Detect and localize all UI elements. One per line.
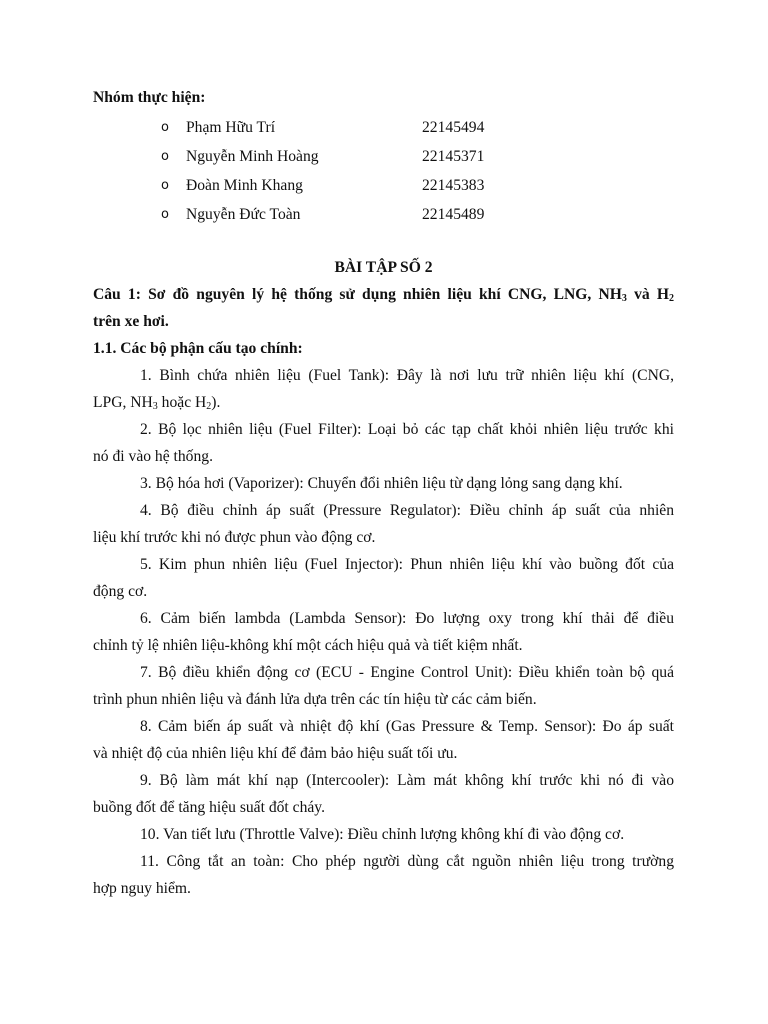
list-item [93, 113, 674, 142]
member-name: Đoàn Minh Khang [186, 177, 303, 194]
member-id: 22145371 [422, 148, 485, 165]
component-item-8: 8. Cảm biến áp suất và nhiệt độ khí (Gas Pressure & Temp. Sensor): Đo áp suất và nhiệt độ của nhiên liệu khí để đảm bảo hiệu suất tối ưu. [93, 718, 674, 762]
list-item [93, 142, 674, 171]
component-item-5: 5. Kim phun nhiên liệu (Fuel Injector): Phun nhiên liệu khí vào buồng đốt của động cơ. [93, 556, 674, 600]
component-item-4: 4. Bộ điều chỉnh áp suất (Pressure Regulator): Điều chỉnh áp suất của nhiên liệu khí trước khi nó được phun vào động cơ. [93, 502, 674, 546]
document-page [93, 84, 674, 902]
member-id: 22145494 [422, 119, 485, 136]
section-heading: 1.1. Các bộ phận cấu tạo chính: [93, 340, 303, 357]
component-item-11: 11. Công tắt an toàn: Cho phép người dùng cắt nguồn nhiên liệu trong trường hợp nguy hiểm. [93, 853, 674, 897]
member-name: Nguyễn Đức Toàn [186, 206, 301, 223]
bullet-icon: o [161, 207, 169, 222]
question-heading: Câu 1: Sơ đồ nguyên lý hệ thống sử dụng nhiên liệu khí CNG, LNG, $NH_3$ và $H_2$ trên xe hơi. [93, 286, 674, 330]
component-item-2: 2. Bộ lọc nhiên liệu (Fuel Filter): Loại bỏ các tạp chất khỏi nhiên liệu trước khi nó đi vào hệ thống. [93, 421, 674, 465]
member-name: Phạm Hữu Trí [186, 119, 276, 136]
bullet-icon: o [161, 178, 169, 193]
list-item [93, 171, 674, 200]
member-id: 22145489 [422, 206, 485, 223]
bullet-icon: o [161, 120, 169, 135]
member-id: 22145383 [422, 177, 485, 194]
group-label: Nhóm thực hiện: [93, 89, 206, 106]
list-item [93, 200, 674, 229]
assignment-title: BÀI TẬP SỐ 2 [334, 259, 433, 276]
member-list [93, 113, 674, 229]
component-item-10: 10. Van tiết lưu (Throttle Valve): Điều chỉnh lượng không khí đi vào động cơ. [140, 826, 625, 843]
member-name: Nguyễn Minh Hoàng [186, 148, 319, 165]
component-item-3: 3. Bộ hóa hơi (Vaporizer): Chuyển đổi nhiên liệu từ dạng lỏng sang dạng khí. [140, 475, 623, 492]
component-item-7: 7. Bộ điều khiển động cơ (ECU - Engine Control Unit): Điều khiển toàn bộ quá trình phun nhiên liệu và đánh lửa dựa trên các tín hiệu từ các cảm biến. [93, 664, 674, 708]
bullet-icon: o [161, 149, 169, 164]
component-item-6: 6. Cảm biến lambda (Lambda Sensor): Đo lượng oxy trong khí thải để điều chỉnh tỷ lệ nhiên liệu-không khí một cách hiệu quả và tiết kiệm nhất. [93, 610, 674, 654]
component-item-1: 1. Bình chứa nhiên liệu (Fuel Tank): Đây là nơi lưu trữ nhiên liệu khí (CNG, LPG, $NH_3$ hoặc $H_2$). [93, 367, 674, 412]
component-item-9: 9. Bộ làm mát khí nạp (Intercooler): Làm mát không khí trước khi nó đi vào buồng đốt để tăng hiệu suất đốt cháy. [93, 772, 674, 816]
